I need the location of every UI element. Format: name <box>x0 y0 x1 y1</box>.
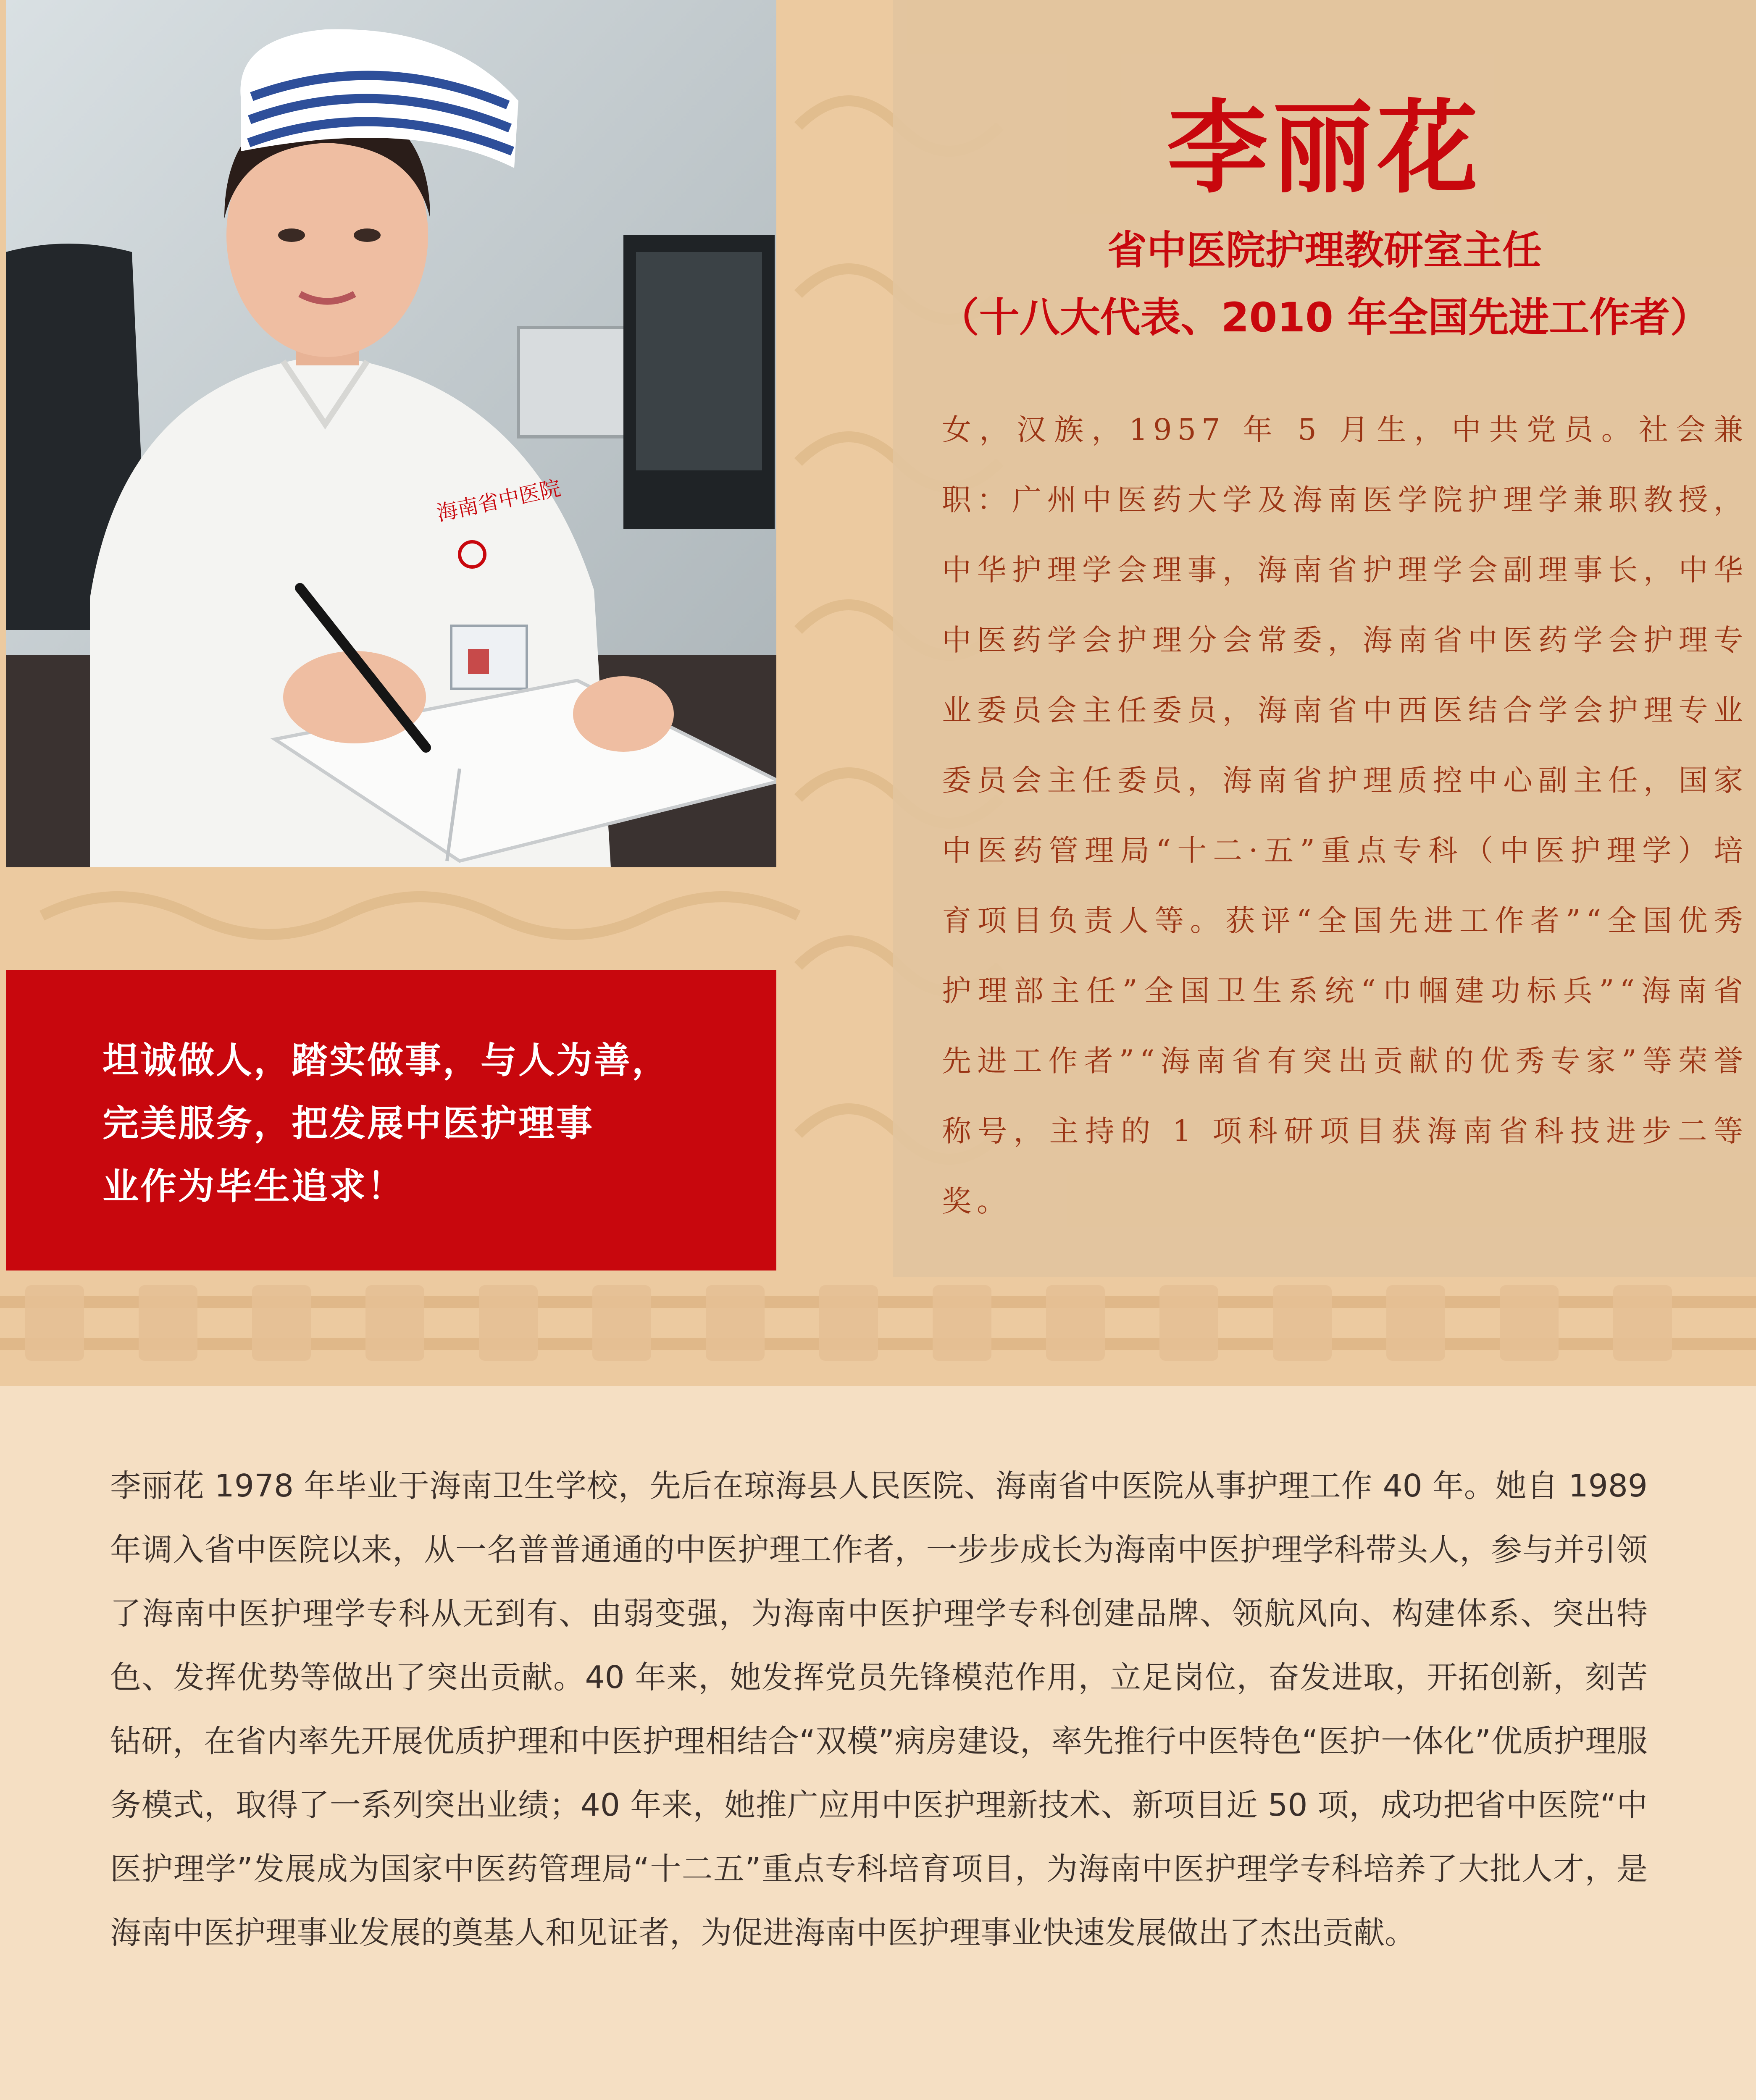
honor-title: （十八大代表、2010 年全国先进工作者） <box>938 294 1711 341</box>
uniform-embroidery: 海南省中医院 <box>434 475 563 526</box>
portrait-photo <box>6 0 776 867</box>
position-title: 省中医院护理教研室主任 <box>1107 228 1542 273</box>
bio-panel <box>893 0 1756 1277</box>
bio-text: 女，汉族，1957 年 5 月生，中共党员。社会兼职：广州中医药大学及海南医学院护理学兼职教授，中华护理学会理事，海南省护理学会副理事长，中华中医药学会护理分会常委，海南省中医药学会护理专业委员会主任委员，海南省中西医结合学会护理专业委员会主任委员，海南省护理质控中心副主任，国家中医药管理局“十二·五”重点专科（中医护理学）培育项目负责人等。获评“全国先进工作者”“全国优秀护理部主任”全国卫生系统“巾帼建功标兵”“海南省先进工作者”“海南省有突出贡献的优秀专家”等荣誉称号，主持的 1 项科研项目获海南省科技进步二等奖。 <box>942 412 1748 1218</box>
motto-line-1: 坦诚做人，踏实做事，与人为善， <box>103 1040 670 1082</box>
person-name: 李丽花 <box>1167 89 1482 207</box>
motto-box <box>6 970 776 1270</box>
motto-line-3: 业作为毕生追求！ <box>103 1166 405 1208</box>
summary-text: 李丽花 1978 年毕业于海南卫生学校，先后在琼海县人民医院、海南省中医院从事护理工作 40 年。她自 1989 年调入省中医院以来，从一名普普通通的中医护理工作者，一步步成长为海南中医护理学科带头人，参与并引领了海南中医护理学专科从无到有、由弱变强，为海南中医护理学专科创建品牌、领航风向、构建体系、突出特色、发挥优势等做出了突出贡献。40 年来，她发挥党员先锋模范作用，立足岗位，奋发进取，开拓创新，刻苦钻研，在省内率先开展优质护理和中医护理相结合“双模”病房建设，率先推行中医特色“医护一体化”优质护理服务模式，取得了一系列突出业绩；40 年来，她推广应用中医护理新技术、新项目近 50 项，成功把省中医院“中医护理学”发展成为国家中医药管理局“十二五”重点专科培育项目，为海南中医护理学专科培养了大批人才，是海南中医护理事业发展的奠基人和见证者，为促进海南中医护理事业快速发展做出了杰出贡献。 <box>110 1468 1648 1951</box>
motto-line-2: 完美服务，把发展中医护理事 <box>103 1102 594 1144</box>
